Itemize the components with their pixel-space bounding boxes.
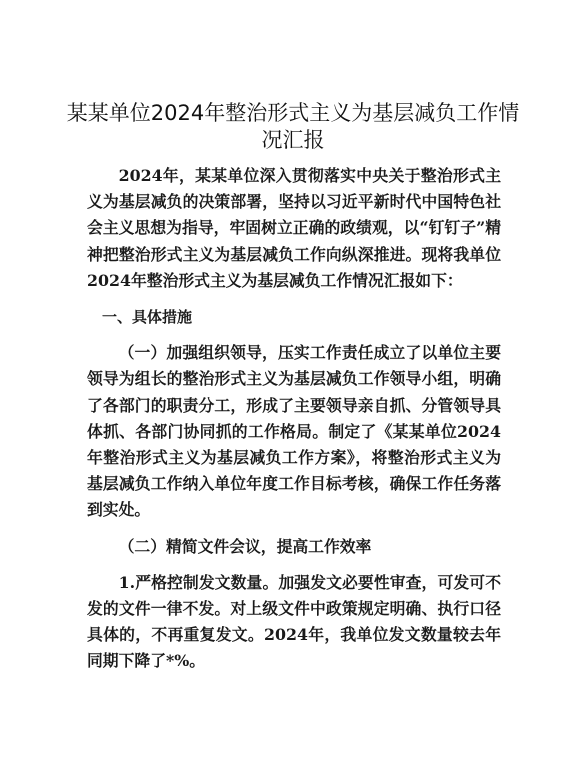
section-heading-measures: 一、具体措施 [102, 308, 193, 327]
measure-point-document-control: 1.严格控制发文数量。加强发文必要性审查，可发可不发的文件一律不发。对上级文件中政策规定明确、执行口径具体的，不再重复发文。2024年，我单位发文数量较去年同期下降了*%。 [87, 572, 501, 671]
measure-heading-streamline: （二）精简文件会议，提高工作效率 [118, 536, 372, 556]
document-body [87, 163, 501, 675]
intro-paragraph: 2024年，某某单位深入贯彻落实中央关于整治形式主义为基层减负的决策部署，坚持以习近平新时代中国特色社会主义思想为指导，牢固树立正确的政绩观，以“钉钉子”精神把整治形式主义为基层减负工作向纵深推进。现将我单位2024年整治形式主义为基层减负工作情况汇报如下： [87, 166, 501, 290]
document-title: 某某单位2024年整治形式主义为基层减负工作情况汇报 [66, 101, 520, 152]
measure-paragraph-organization: （一）加强组织领导，压实工作责任成立了以单位主要领导为组长的整治形式主义为基层减负工作领导小组，明确了各部门的职责分工，形成了主要领导亲自抓、分管领导具体抓、各部门协同抓的工作格局。制定了《某某单位2024年整治形式主义为基层减负工作方案》，将整治形式主义为基层减负工作纳入单位年度工作目标考核，确保工作任务落到实处。 [87, 343, 501, 520]
